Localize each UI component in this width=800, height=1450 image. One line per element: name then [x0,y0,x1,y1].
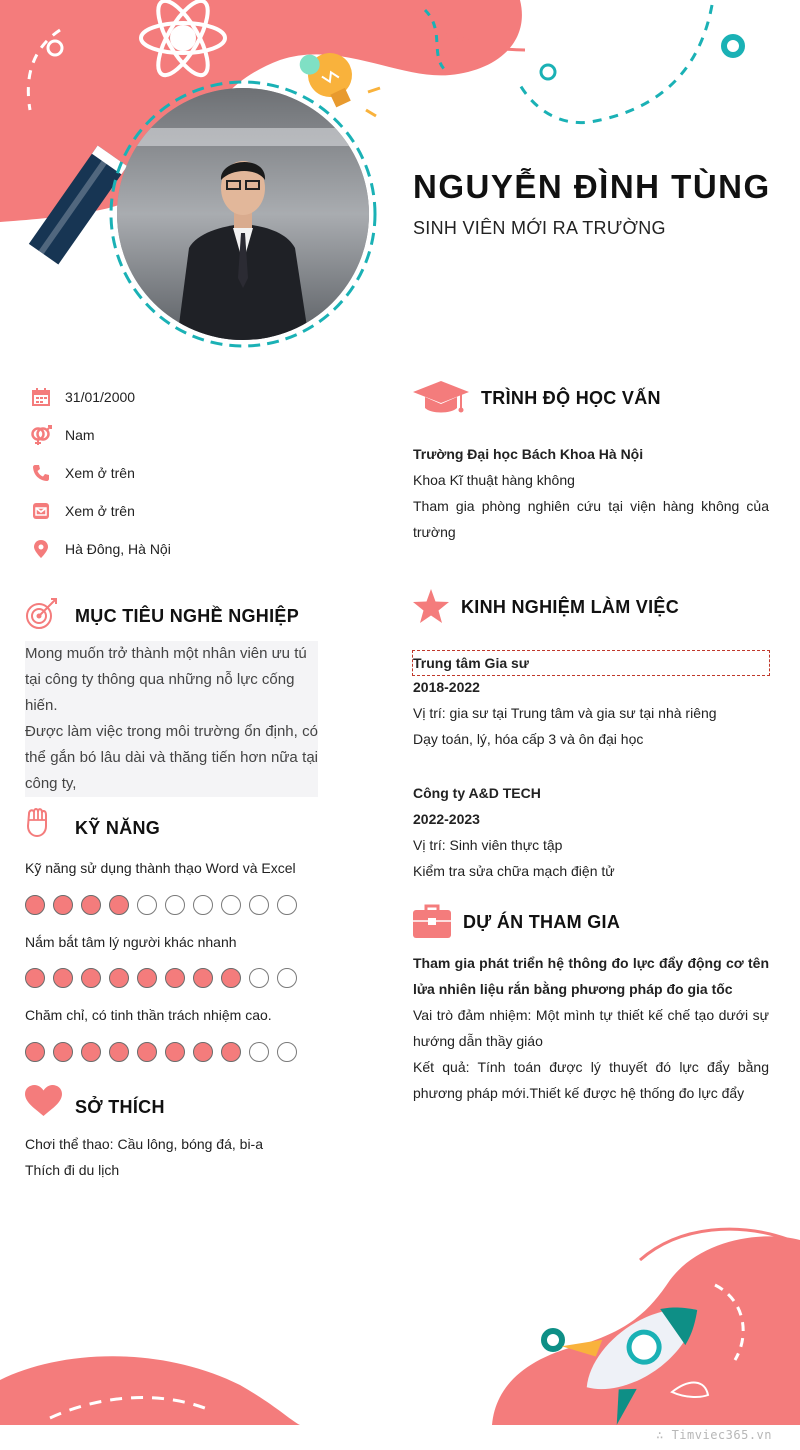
skill-dot-filled [25,968,45,988]
skill-label: Chăm chỉ, có tinh thần trách nhiệm cao. [25,1007,272,1023]
objective-paragraph-1: Mong muốn trở thành một nhân viên ưu tú tại công ty thông qua những nỗ lực cống hiến. [25,645,307,714]
profile-photo [117,88,369,340]
skill-dot-filled [165,968,185,988]
skill-rating [25,968,297,988]
skill-dot-filled [81,1042,101,1062]
contact-address [30,538,330,560]
project-name: Tham gia phát triển hệ thông đo lực đẩy động cơ tên lửa nhiên liệu rắn bằng phương pháp đo gia tốc [413,955,769,997]
project-role: Vai trò đảm nhiệm: Một mình tự thiết kế chế tạo dưới sự hướng dẫn thầy giáo [413,1007,769,1049]
experience-title: KINH NGHIỆM LÀM VIỆC [461,597,680,617]
job-description: Kiểm tra sửa chữa mạch điện tử [413,863,615,879]
skill-dot-filled [165,1042,185,1062]
hobbies-text [25,1131,325,1183]
phone-icon [30,462,52,484]
job-company: Công ty A&D TECH [413,785,541,801]
location-icon [30,538,52,560]
contact-birthdate [30,386,330,408]
skill-dot-filled [109,895,129,915]
job-company[interactable]: Trung tâm Gia sư [413,651,769,675]
heart-icon [25,1085,62,1117]
job-period: 2022-2023 [413,811,480,827]
phone-text: Xem ở trên [65,465,135,481]
skill-dot-filled [193,968,213,988]
skill-dot-filled [221,1042,241,1062]
skill-dot-empty [165,895,185,915]
faculty-name: Khoa Kĩ thuật hàng không [413,472,575,488]
email-text: Xem ở trên [65,503,135,519]
education-title: TRÌNH ĐỘ HỌC VẤN [481,388,661,408]
email-icon [30,500,52,522]
education-detail: Tham gia phòng nghiên cứu tại viện hàng không của trường [413,498,769,540]
candidate-name: NGUYỄN ĐÌNH TÙNG [413,168,771,205]
skill-dot-filled [81,968,101,988]
job-description: Dạy toán, lý, hóa cấp 3 và ôn đại học [413,731,644,747]
skills-title: KỸ NĂNG [75,818,161,838]
contact-gender [30,424,330,446]
skill-label: Kỹ năng sử dụng thành thạo Word và Excel [25,860,296,876]
skill-dot-empty [249,895,269,915]
skill-dot-filled [137,968,157,988]
skill-dot-filled [53,1042,73,1062]
star-icon [413,589,449,623]
objective-title: MỤC TIÊU NGHỀ NGHIỆP [75,606,300,626]
skill-dot-filled [137,1042,157,1062]
skill-dot-empty [249,1042,269,1062]
skill-dot-empty [193,895,213,915]
school-name: Trường Đại học Bách Khoa Hà Nội [413,446,644,462]
skill-dot-filled [53,895,73,915]
projects-title: DỰ ÁN THAM GIA [463,912,621,932]
job-period: 2018-2022 [413,679,480,695]
job-entry [413,780,769,884]
calendar-icon [30,386,52,408]
skill-dot-filled [53,968,73,988]
target-icon [25,596,59,630]
contact-phone [30,462,330,484]
skill-dot-empty [277,968,297,988]
skill-rating [25,1042,297,1062]
skill-dot-filled [25,1042,45,1062]
skill-dot-empty [277,1042,297,1062]
objective-paragraph-2: Được làm việc trong môi trường ổn định, có thể gắn bó lâu dài và thăng tiến hơn nữa tại công ty, [25,723,318,792]
job-position: Vị trí: gia sư tại Trung tâm và gia sư tại nhà riêng [413,705,717,721]
skill-label: Nắm bắt tâm lý người khác nhanh [25,934,237,950]
education-content [413,441,769,545]
project-entry [413,950,769,1106]
job-position: Vị trí: Sinh viên thực tập [413,837,563,853]
skill-dot-filled [109,1042,129,1062]
contact-email [30,500,330,522]
project-result: Kết quả: Tính toán được lý thuyết đó lực đẩy bằng phương pháp mới.Thiết kế được hệ thống đo lực đẩy [413,1059,769,1101]
skill-dot-empty [277,895,297,915]
skill-dot-empty [249,968,269,988]
watermark: ∴ Timviec365.vn [656,1428,772,1442]
skill-dot-filled [193,1042,213,1062]
birthdate-text: 31/01/2000 [65,389,136,405]
skill-dot-filled [81,895,101,915]
skill-rating [25,895,297,915]
hobby-line: Chơi thể thao: Cầu lông, bóng đá, bi-a [25,1136,264,1152]
job-entry [413,674,769,752]
fist-icon [25,806,49,838]
graduation-cap-icon [413,381,469,415]
address-text: Hà Đông, Hà Nội [65,541,171,557]
skill-dot-filled [25,895,45,915]
skill-dot-empty [137,895,157,915]
objective-text [25,641,318,797]
hobby-line: Thích đi du lịch [25,1162,120,1178]
briefcase-icon [413,904,451,938]
skill-dot-empty [221,895,241,915]
skill-dot-filled [109,968,129,988]
skill-dot-filled [221,968,241,988]
hobbies-title: SỞ THÍCH [75,1097,165,1117]
candidate-role: SINH VIÊN MỚI RA TRƯỜNG [413,218,666,238]
gender-text: Nam [65,427,95,443]
gender-icon [30,424,52,446]
